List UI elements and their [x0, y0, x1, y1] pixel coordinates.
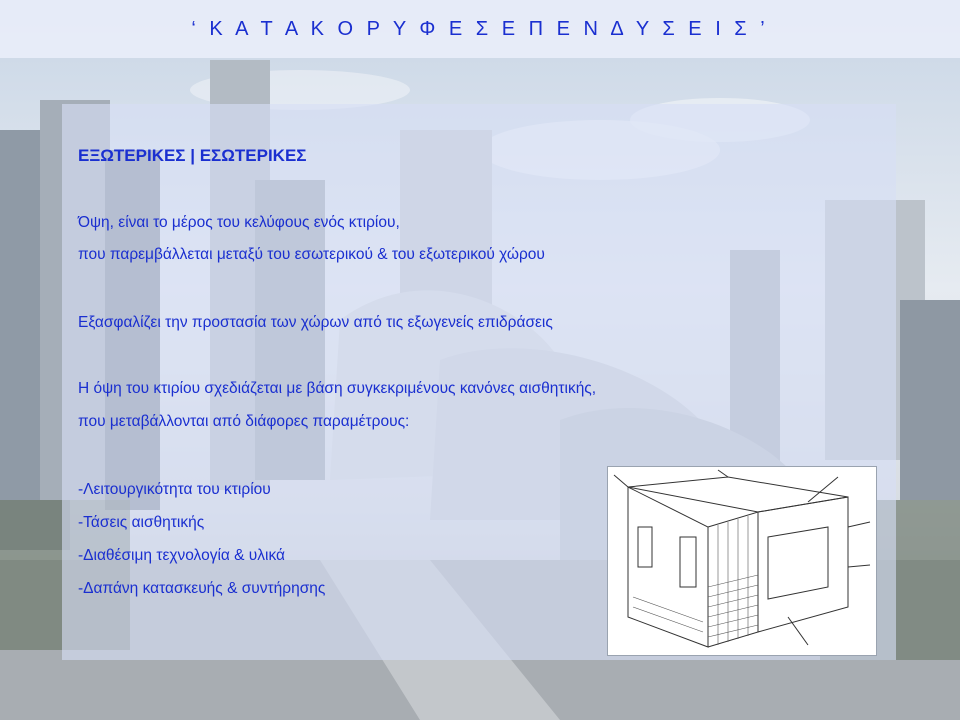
- body-line-1: Όψη, είναι το μέρος του κελύφους ενός κτιρίου,: [78, 214, 400, 231]
- slide-title: ‘ Κ Α Τ Α Κ Ο Ρ Υ Φ Ε Σ Ε Π Ε Ν Δ Υ Σ Ε Ι Σ ’: [191, 18, 769, 40]
- architectural-sketch: [608, 467, 876, 655]
- bullet-item-2: -Τάσεις αισθητικής: [78, 514, 205, 531]
- body-line-5: που μεταβάλλονται από διάφορες παραμέτρους:: [78, 413, 410, 430]
- bullet-item-4: -Δαπάνη κατασκευής & συντήρησης: [78, 580, 326, 597]
- section-heading: ΕΞΩΤΕΡΙΚΕΣ | ΕΣΩΤΕΡΙΚΕΣ: [78, 146, 307, 165]
- body-line-2: που παρεμβάλλεται μεταξύ του εσωτερικού & του εξωτερικού χώρου: [78, 246, 545, 263]
- body-line-4: Η όψη του κτιρίου σχεδιάζεται με βάση συγκεκριμένους κανόνες αισθητικής,: [78, 380, 597, 397]
- body-line-3: Εξασφαλίζει την προστασία των χώρων από τις εξωγενείς επιδράσεις: [78, 314, 553, 331]
- bullet-item-1: -Λειτουργικότητα του κτιρίου: [78, 481, 271, 498]
- bullet-item-3: -Διαθέσιμη τεχνολογία & υλικά: [78, 547, 285, 564]
- facade-section-drawing: [607, 466, 877, 656]
